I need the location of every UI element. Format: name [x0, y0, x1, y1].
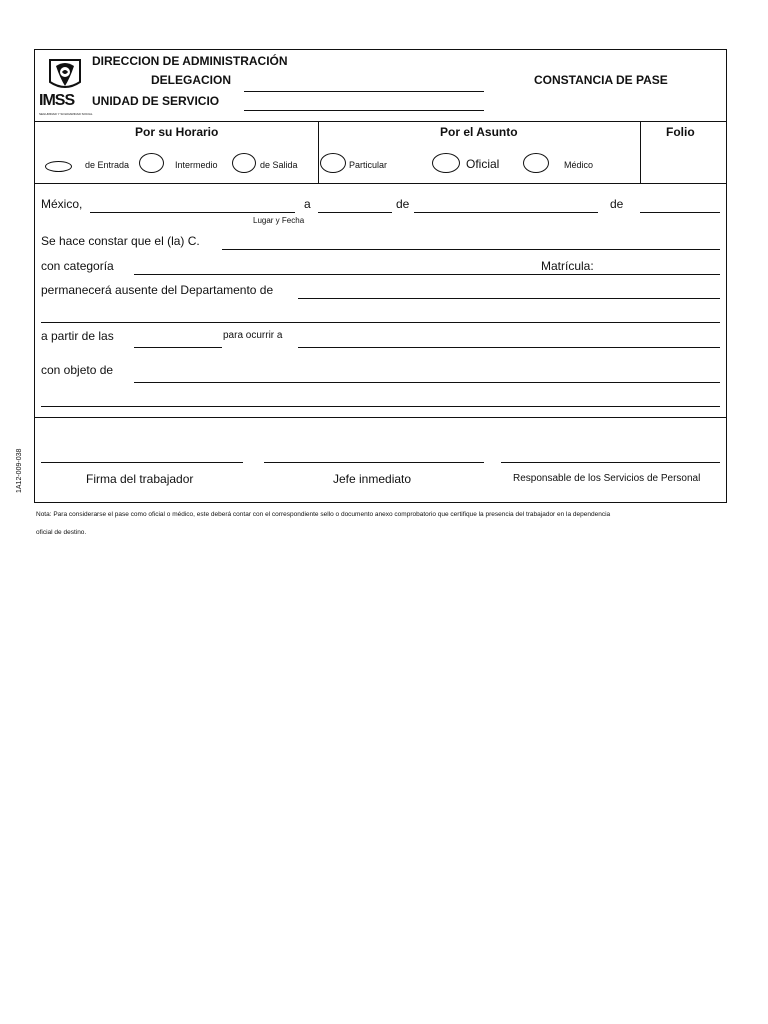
a-label: a [304, 197, 311, 211]
month-field[interactable] [414, 212, 598, 213]
unidad-field[interactable] [244, 110, 484, 111]
de-label-1: de [396, 197, 410, 211]
matricula-label: Matrícula: [541, 259, 594, 273]
objeto-field-2[interactable] [41, 406, 720, 407]
medico-label: Médico [564, 160, 594, 170]
intermedio-label: Intermedio [175, 160, 218, 170]
intermedio-radio[interactable] [139, 153, 164, 173]
nombre-field[interactable] [222, 249, 720, 250]
entrada-radio[interactable] [45, 161, 72, 172]
year-field[interactable] [640, 212, 720, 213]
header-unidad: UNIDAD DE SERVICIO [92, 94, 220, 108]
departamento-field[interactable] [298, 298, 720, 299]
salida-label: de Salida [260, 160, 298, 170]
header-direccion: DIRECCION DE ADMINISTRACIÓN [92, 54, 288, 68]
jefe-line[interactable] [264, 462, 484, 463]
header-divider [34, 121, 727, 122]
lugar-fecha-caption: Lugar y Fecha [253, 216, 305, 225]
objeto-label: con objeto de [41, 363, 114, 377]
note-line-2: oficial de destino. [36, 529, 87, 536]
signature-area-divider [34, 417, 727, 418]
logo-subtext: SEGURIDAD Y SOLIDARIDAD SOCIAL [39, 112, 93, 116]
oficial-radio[interactable] [432, 153, 460, 173]
firma-trabajador-label: Firma del trabajador [86, 472, 194, 486]
particular-radio[interactable] [320, 153, 346, 173]
jefe-label: Jefe inmediato [333, 472, 412, 486]
mexico-label: México, [41, 197, 83, 211]
oficial-label: Oficial [466, 157, 500, 171]
form-code: 1A12-009-038 [16, 448, 23, 493]
medico-radio[interactable] [523, 153, 549, 173]
delegacion-field[interactable] [244, 91, 484, 92]
categoria-label: con categoría [41, 259, 114, 273]
folio-title: Folio [666, 125, 695, 139]
asunto-title: Por el Asunto [440, 125, 518, 139]
entrada-label: de Entrada [85, 160, 130, 170]
categoria-field[interactable] [134, 274, 720, 275]
note-line-1: Nota: Para considerarse el pase como oficial o médico, este deberá contar con el correspondiente sello o documento anexo comprobatorio que certifique la presencia del trabajador en la dependencia [36, 511, 611, 518]
lugar-field[interactable] [90, 212, 295, 213]
responsable-label: Responsable de los Servicios de Personal [513, 473, 701, 484]
header-delegacion: DELEGACION [151, 73, 232, 87]
firma-trabajador-line[interactable] [41, 462, 243, 463]
pass-form [34, 49, 727, 503]
objeto-field[interactable] [134, 382, 720, 383]
day-field[interactable] [318, 212, 392, 213]
salida-radio[interactable] [232, 153, 256, 173]
horario-title: Por su Horario [135, 125, 219, 139]
imss-logo [42, 56, 88, 94]
options-divider [34, 183, 727, 184]
departamento-field-2[interactable] [41, 322, 720, 323]
hace-constar-label: Se hace constar que el (la) C. [41, 234, 200, 248]
col-divider-1 [318, 121, 319, 183]
a-partir-label: a partir de las [41, 329, 114, 343]
document-title: CONSTANCIA DE PASE [534, 73, 668, 87]
ausente-label: permanecerá ausente del Departamento de [41, 283, 274, 297]
hora-field[interactable] [134, 347, 222, 348]
destino-field[interactable] [298, 347, 720, 348]
ocurrir-label: para ocurrir a [223, 330, 283, 341]
responsable-line[interactable] [501, 462, 720, 463]
col-divider-2 [640, 121, 641, 183]
particular-label: Particular [349, 160, 388, 170]
logo-wordmark: IMSS [39, 92, 75, 109]
de-label-2: de [610, 197, 624, 211]
